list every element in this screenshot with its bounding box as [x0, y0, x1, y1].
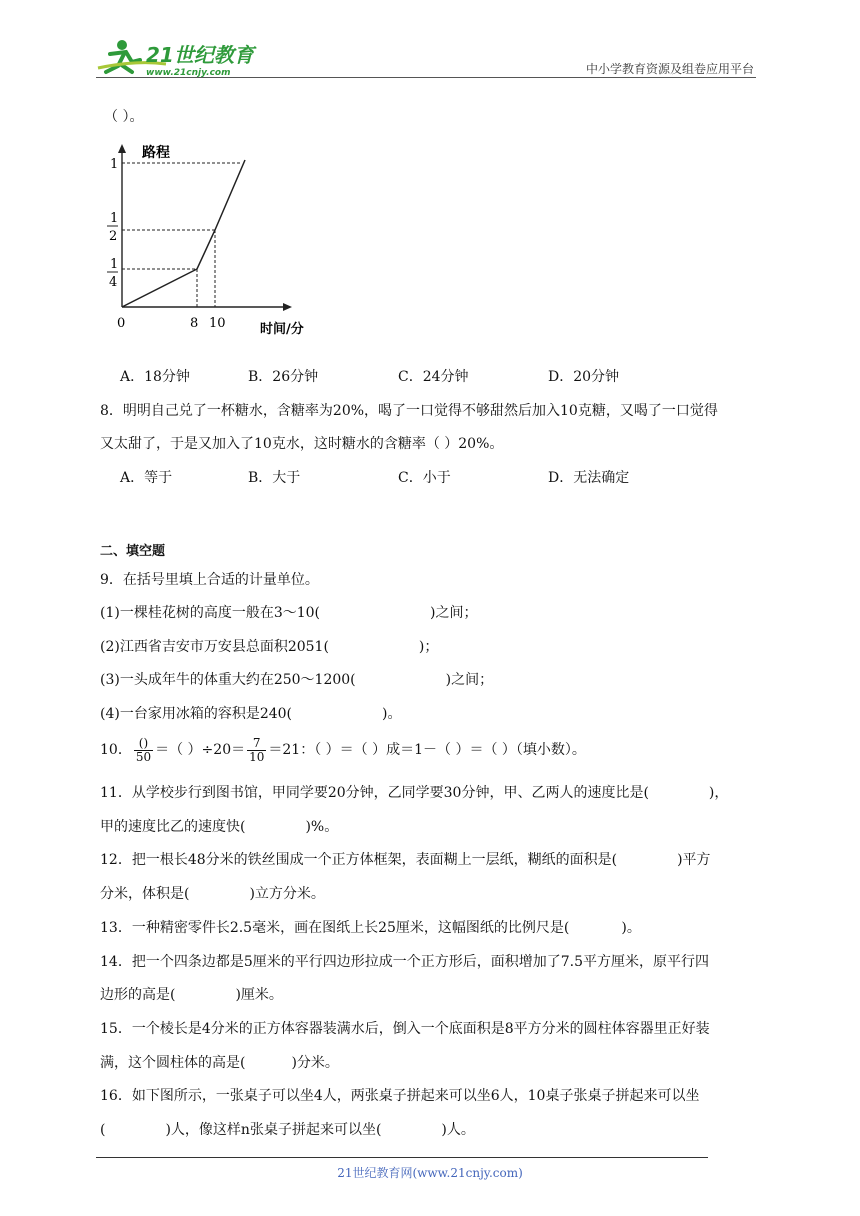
- logo-url: www.21cnjy.com: [146, 68, 231, 78]
- footer-divider: [96, 1157, 708, 1158]
- q7-option-c[interactable]: C．24分钟: [398, 369, 469, 385]
- q9-item-1: (1)一棵桂花树的高度一般在3～10( )之间；: [100, 605, 478, 621]
- q7-option-b[interactable]: B．26分钟: [248, 369, 319, 385]
- q16-line-2: ( )人，像这样n张桌子拼起来可以坐( )人。: [100, 1122, 475, 1138]
- q9-item-4: (4)一台家用冰箱的容积是240( )。: [100, 706, 402, 722]
- q8-option-c[interactable]: C．小于: [398, 470, 451, 486]
- logo-text: 21世纪教育: [146, 43, 254, 67]
- q8-option-d[interactable]: D．无法确定: [548, 470, 630, 486]
- section-title-fill-in: 二、填空题: [100, 544, 166, 559]
- header-divider: [96, 77, 756, 78]
- x-axis-arrow: [283, 303, 292, 311]
- q15-line-2: 满，这个圆柱体的高是( )分米。: [100, 1055, 339, 1071]
- y-axis-arrow: [118, 144, 126, 153]
- q12-line-2: 分米，体积是( )立方分米。: [100, 886, 325, 902]
- q7-option-d[interactable]: D．20分钟: [548, 369, 620, 385]
- q9-item-3: (3)一头成年牛的体重大约在250～1200( )之间；: [100, 672, 494, 688]
- q7-option-a[interactable]: A．18分钟: [120, 369, 190, 385]
- y-tick-half-den: 2: [109, 229, 118, 244]
- q10-line: 10． $\frac{()}{50}$ ＝（ ）÷20＝ $\frac{7}{10}$ ＝21：（ ）＝（ ）成＝1－（ ）＝（ ）（填小数）。: [100, 735, 586, 764]
- q7-distance-time-graph: [100, 140, 340, 344]
- q8-line-2: 又太甜了，于是又加入了10克水，这时糖水的含糖率（ ）20%。: [100, 436, 504, 452]
- y-axis-label: 路程: [142, 145, 170, 161]
- q9-item-2: (2)江西省吉安市万安县总面积2051( )；: [100, 639, 439, 655]
- q8-line-1: 8．明明自己兑了一杯糖水，含糖率为20%，喝了一口觉得不够甜然后加入10克糖，又喝了一口觉得: [100, 403, 718, 419]
- q16-line-1: 16．如下图所示，一张桌子可以坐4人，两张桌子拼起来可以坐6人，10桌子张桌子拼起来可以坐: [100, 1088, 700, 1104]
- footer-source-text: 21世纪教育网(www.21cnjy.com): [337, 1166, 523, 1180]
- q14-line-1: 14．把一个四条边都是5厘米的平行四边形拉成一个正方形后，面积增加了7.5平方厘米，原平行四: [100, 954, 709, 970]
- y-tick-quarter-den: 4: [109, 275, 118, 290]
- q9-stem: 9．在括号里填上合适的计量单位。: [100, 572, 319, 588]
- q13-line: 13．一种精密零件长2.5毫米，画在图纸上长25厘米，这幅图纸的比例尺是( )。: [100, 920, 641, 936]
- site-logo: [96, 38, 266, 78]
- y-tick-half-num: 1: [110, 211, 119, 226]
- q10-fraction-1: $\frac{()}{50}$: [135, 735, 152, 764]
- q14-line-2: 边形的高是( )厘米。: [100, 987, 283, 1003]
- q8-option-b[interactable]: B．大于: [248, 470, 301, 486]
- header-platform-text: 中小学教育资源及组卷应用平台: [585, 62, 754, 76]
- x-tick-10: 10: [209, 316, 226, 331]
- q11-line-1: 11．从学校步行到图书馆，甲同学要20分钟，乙同学要30分钟，甲、乙两人的速度比是( )，: [100, 785, 729, 801]
- q15-line-1: 15．一个棱长是4分米的正方体容器装满水后，倒入一个底面积是8平方分米的圆柱体容器里正好装: [100, 1021, 710, 1037]
- x-tick-0: 0: [117, 316, 126, 331]
- distance-line: [122, 160, 245, 307]
- x-tick-8: 8: [190, 316, 199, 331]
- q7-answer-blank: （ ）。: [104, 109, 144, 125]
- y-tick-1: 1: [110, 157, 119, 172]
- q11-line-2: 甲的速度比乙的速度快( )%。: [100, 819, 339, 835]
- q12-line-1: 12．把一根长48分米的铁丝围成一个正方体框架，表面糊上一层纸，糊纸的面积是( )平方: [100, 852, 711, 868]
- q10-fraction-2: $\frac{7}{10}$: [249, 735, 265, 764]
- x-axis-label: 时间/分: [260, 322, 304, 337]
- y-tick-quarter-num: 1: [110, 257, 119, 272]
- q8-option-a[interactable]: A．等于: [120, 470, 173, 486]
